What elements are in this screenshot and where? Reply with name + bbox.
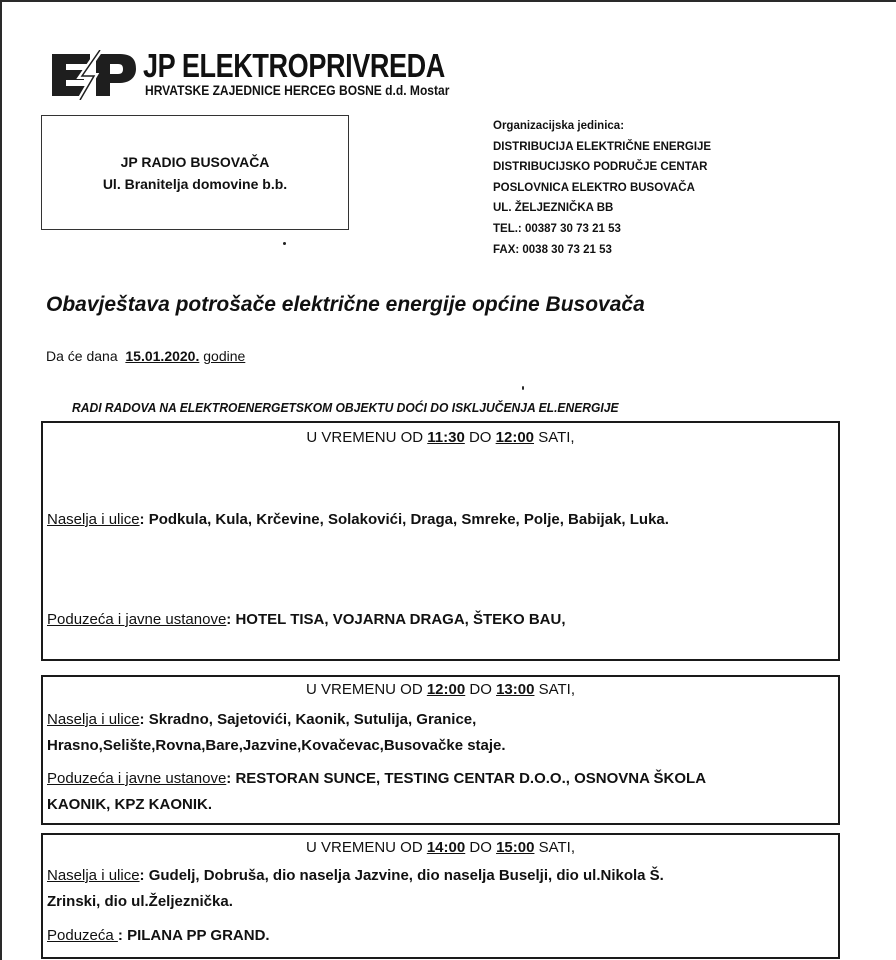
outage-block bbox=[41, 833, 840, 959]
outage-reason: RADI RADOVA NA ELEKTROENERGETSKOM OBJEKTU DOĆI DO ISKLJUČENJA EL.ENERGIJE bbox=[72, 400, 619, 415]
time-prefix: U VREMENU OD bbox=[305, 681, 423, 698]
date-suffix: godine bbox=[203, 348, 246, 364]
scan-speck bbox=[522, 386, 524, 390]
recipient-address: Ul. Branitelja domovine b.b. bbox=[102, 175, 288, 192]
brand-subtitle: HRVATSKE ZAJEDNICE HERCEG BOSNE d.d. Mostar bbox=[145, 82, 450, 98]
time-from: 11:30 bbox=[427, 429, 465, 446]
settlements-row: Naselja i ulice: Gudelj, Dobruša, dio naselja Jazvine, dio naselja Buselji, dio ul.Nikola Š. Zrinski, dio ul.Željeznička. bbox=[47, 867, 664, 910]
companies-value-cont: KAONIK, KPZ KAONIK. bbox=[47, 796, 212, 813]
settlements-label: Naselja i ulice bbox=[47, 511, 140, 528]
notice-title: Obavještava potrošače električne energije općine Busovača bbox=[46, 293, 645, 316]
companies-row: Poduzeća i javne ustanove: HOTEL TISA, VOJARNA DRAGA, ŠTEKO BAU, bbox=[47, 611, 566, 628]
settlements-value-cont: Zrinski, dio ul.Željeznička. bbox=[47, 893, 233, 910]
time-to: 12:00 bbox=[495, 429, 535, 446]
settlements-label: Naselja i ulice bbox=[47, 867, 140, 884]
date-value: 15.01.2020. bbox=[125, 348, 200, 364]
companies-value: RESTORAN SUNCE, TESTING CENTAR D.O.O., OSNOVNA ŠKOLA bbox=[235, 770, 707, 787]
time-to: 13:00 bbox=[496, 681, 535, 698]
org-unit-line: DISTRIBUCIJA ELEKTRIČNE ENERGIJE bbox=[493, 140, 712, 153]
time-from: 12:00 bbox=[426, 681, 466, 698]
date-prefix: Da će dana bbox=[46, 348, 118, 364]
companies-value: PILANA PP GRAND. bbox=[127, 927, 270, 944]
org-unit-fax: FAX: 0038 30 73 21 53 bbox=[493, 243, 612, 256]
time-range bbox=[43, 839, 838, 856]
time-to: 15:00 bbox=[496, 839, 535, 856]
recipient-name: JP RADIO BUSOVAČA bbox=[120, 153, 270, 170]
companies-row: Poduzeća : PILANA PP GRAND. bbox=[47, 927, 270, 944]
time-from: 14:00 bbox=[426, 839, 466, 856]
settlements-value: Podkula, Kula, Krčevine, Solakovići, Draga, Smreke, Polje, Babijak, Luka. bbox=[148, 511, 669, 528]
companies-value: HOTEL TISA, VOJARNA DRAGA, ŠTEKO BAU, bbox=[235, 611, 566, 628]
time-suffix: SATI, bbox=[538, 429, 575, 446]
time-middle: DO bbox=[468, 429, 492, 446]
date-line bbox=[46, 348, 245, 364]
time-range bbox=[43, 429, 838, 446]
org-unit-line: POSLOVNICA ELEKTRO BUSOVAČA bbox=[493, 181, 695, 194]
time-prefix: U VREMENU OD bbox=[306, 429, 424, 446]
org-unit bbox=[493, 116, 711, 260]
settlements-value-cont: Hrasno,Selište,Rovna,Bare,Jazvine,Kovačevac,Busovačke staje. bbox=[47, 737, 506, 754]
time-suffix: SATI, bbox=[538, 839, 576, 856]
outage-block bbox=[41, 675, 840, 825]
recipient-box bbox=[41, 115, 349, 230]
org-unit-line: DISTRIBUCIJSKO PODRUČJE CENTAR bbox=[493, 161, 708, 174]
org-unit-label: Organizacijska jedinica: bbox=[493, 120, 625, 132]
org-unit-phone: TEL.: 00387 30 73 21 53 bbox=[493, 222, 621, 235]
time-middle: DO bbox=[469, 681, 492, 698]
time-range bbox=[43, 681, 838, 698]
settlements-row: Naselja i ulice: Podkula, Kula, Krčevine, Solakovići, Draga, Smreke, Polje, Babijak, Luka. bbox=[47, 511, 669, 528]
ep-logo-icon bbox=[50, 50, 138, 100]
companies-label: Poduzeća i javne ustanove bbox=[47, 611, 227, 628]
time-suffix: SATI, bbox=[538, 681, 576, 698]
settlements-value: Gudelj, Dobruša, dio naselja Jazvine, dio naselja Buselji, dio ul.Nikola Š. bbox=[148, 867, 664, 884]
companies-label: Poduzeća bbox=[47, 927, 118, 944]
org-unit-line: UL. ŽELJEZNIČKA BB bbox=[493, 202, 614, 215]
settlements-row: Naselja i ulice: Skradno, Sajetovići, Kaonik, Sutulija, Granice, Hrasno,Selište,Rovna,Bare,Jazvine,Kovačevac,Busovačke staje. bbox=[47, 711, 506, 754]
brand-title: JP ELEKTROPRIVREDA bbox=[143, 47, 445, 84]
companies-label: Poduzeća i javne ustanove bbox=[47, 770, 227, 787]
outage-block bbox=[41, 421, 840, 661]
scan-speck bbox=[283, 242, 286, 245]
settlements-value: Skradno, Sajetovići, Kaonik, Sutulija, Granice, bbox=[148, 711, 477, 728]
time-prefix: U VREMENU OD bbox=[305, 839, 423, 856]
settlements-label: Naselja i ulice bbox=[47, 711, 140, 728]
companies-row: Poduzeća i javne ustanove: RESTORAN SUNCE, TESTING CENTAR D.O.O., OSNOVNA ŠKOLA KAONIK, KPZ KAONIK. bbox=[47, 770, 707, 813]
time-middle: DO bbox=[469, 839, 492, 856]
